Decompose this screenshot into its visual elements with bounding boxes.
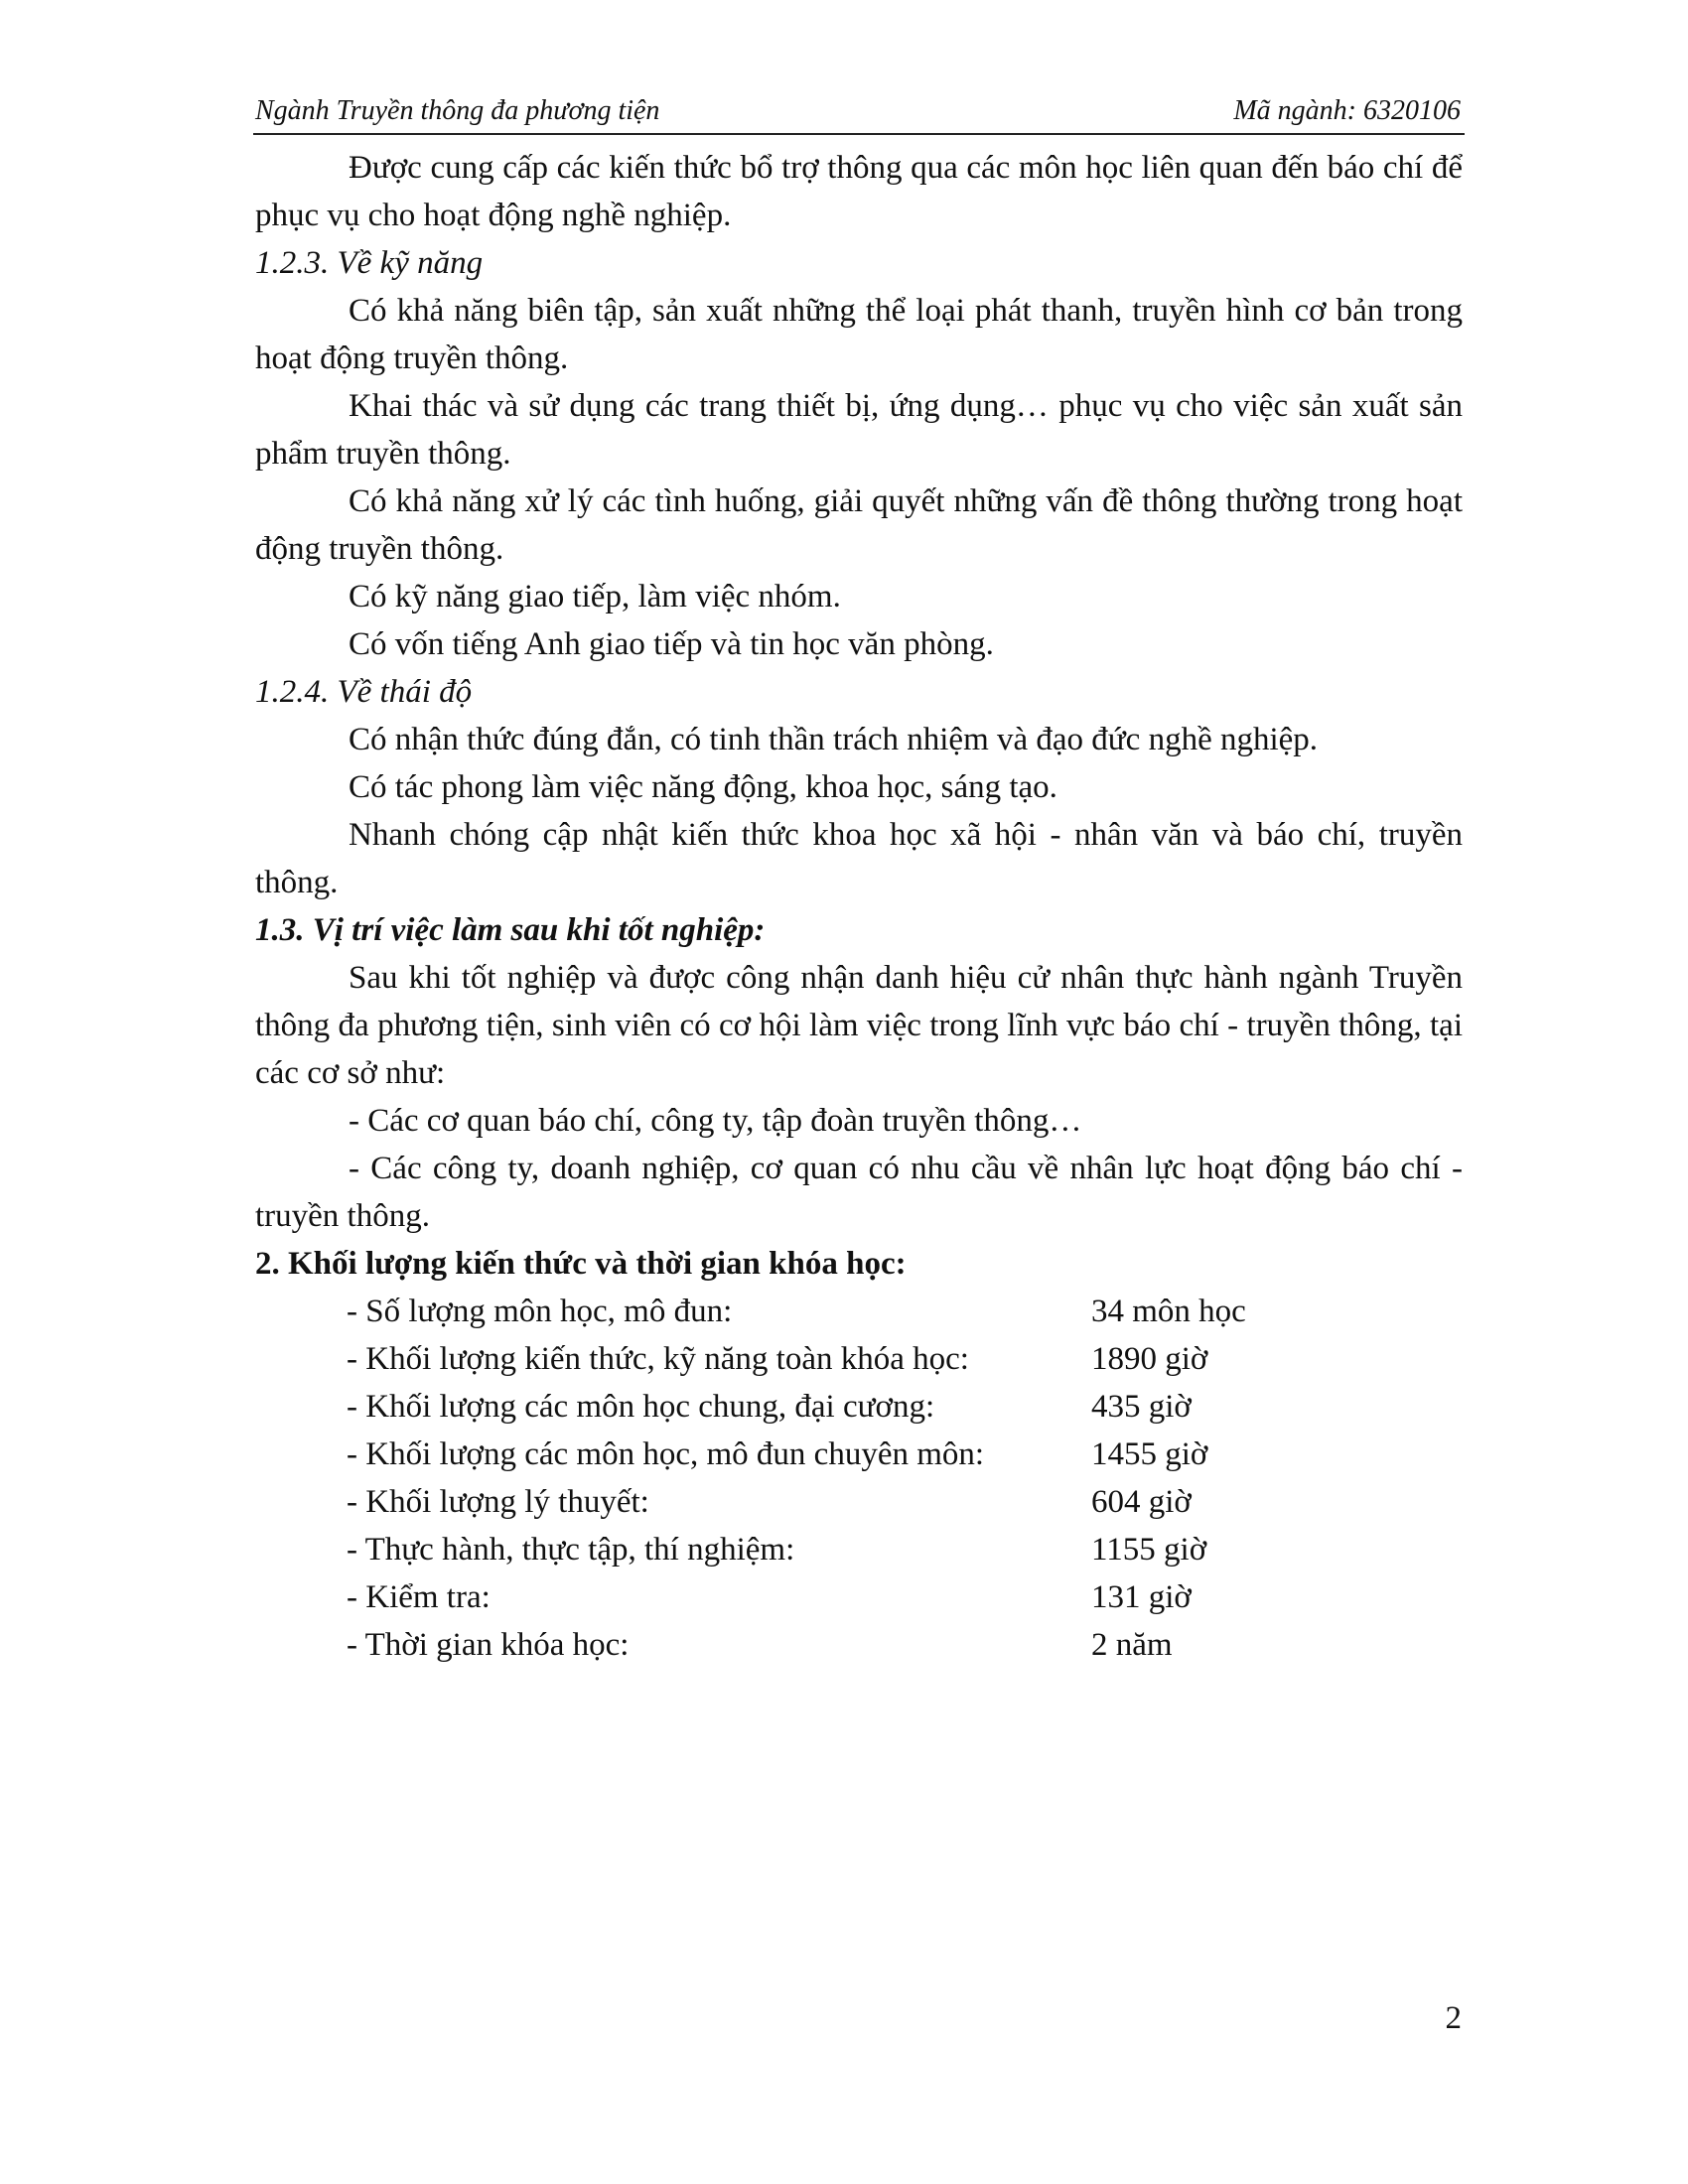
stat-value: 2 năm (1091, 1627, 1173, 1663)
attitude-item: Nhanh chóng cập nhật kiến thức khoa học xã hội - nhân văn và báo chí, truyền thông. (255, 817, 1463, 900)
skill-item: Khai thác và sử dụng các trang thiết bị, ứng dụng… phục vụ cho việc sản xuất sản phẩm truyền thông. (255, 388, 1463, 472)
list-item (255, 1526, 1463, 1573)
stat-label: - Khối lượng lý thuyết: (347, 1484, 649, 1520)
heading-skills: 1.2.3. Về kỹ năng (255, 245, 484, 281)
course-volume-list (255, 1288, 1463, 1669)
list-item (255, 1383, 1463, 1431)
heading-job-positions: 1.3. Vị trí việc làm sau khi tốt nghiệp: (255, 912, 766, 948)
page-number: 2 (1445, 2000, 1462, 2036)
stat-value: 1455 giờ (1091, 1436, 1208, 1472)
stat-label: - Thời gian khóa học: (347, 1627, 630, 1663)
stat-label: - Khối lượng các môn học, mô đun chuyên môn: (347, 1436, 985, 1472)
job-item: - Các cơ quan báo chí, công ty, tập đoàn truyền thông… (349, 1103, 1082, 1139)
stat-value: 435 giờ (1091, 1389, 1192, 1425)
skill-item: Có khả năng xử lý các tình huống, giải quyết những vấn đề thông thường trong hoạt động truyền thông. (255, 483, 1463, 567)
list-item (255, 1573, 1463, 1621)
stat-value: 34 môn học (1091, 1294, 1246, 1329)
stat-label: - Thực hành, thực tập, thí nghiệm: (347, 1532, 795, 1568)
heading-attitude: 1.2.4. Về thái độ (255, 674, 473, 710)
stat-value: 131 giờ (1091, 1579, 1192, 1615)
skill-item: Có khả năng biên tập, sản xuất những thể loại phát thanh, truyền hình cơ bản trong hoạt động truyền thông. (255, 293, 1463, 376)
list-item (255, 1431, 1463, 1478)
skill-item: Có vốn tiếng Anh giao tiếp và tin học văn phòng. (349, 626, 994, 662)
list-item (255, 1335, 1463, 1383)
list-item (255, 1288, 1463, 1335)
stat-label: - Khối lượng kiến thức, kỹ năng toàn khóa học: (347, 1341, 969, 1377)
stat-value: 1155 giờ (1091, 1532, 1207, 1568)
stat-label: - Số lượng môn học, mô đun: (347, 1294, 733, 1329)
stat-label: - Kiểm tra: (347, 1579, 491, 1615)
stat-value: 604 giờ (1091, 1484, 1192, 1520)
list-item (255, 1621, 1463, 1669)
stat-value: 1890 giờ (1091, 1341, 1208, 1377)
paragraph-jobs-intro: Sau khi tốt nghiệp và được công nhận danh hiệu cử nhân thực hành ngành Truyền thông đa phương tiện, sinh viên có cơ hội làm việc trong lĩnh vực báo chí - truyền thông, tại các cơ sở như: (255, 960, 1463, 1091)
list-item (255, 1478, 1463, 1526)
skill-item: Có kỹ năng giao tiếp, làm việc nhóm. (349, 579, 841, 614)
attitude-item: Có nhận thức đúng đắn, có tinh thần trách nhiệm và đạo đức nghề nghiệp. (349, 722, 1319, 757)
paragraph-supplementary-knowledge: Được cung cấp các kiến thức bổ trợ thông qua các môn học liên quan đến báo chí để phục vụ cho hoạt động nghề nghiệp. (255, 150, 1463, 233)
page-body (255, 144, 1463, 1669)
header-program-name: Ngành Truyền thông đa phương tiện (255, 95, 660, 126)
page-header (253, 93, 1465, 135)
job-item: - Các công ty, doanh nghiệp, cơ quan có nhu cầu về nhân lực hoạt động báo chí - truyền thông. (255, 1151, 1463, 1234)
header-program-code: Mã ngành: 6320106 (1233, 95, 1461, 126)
attitude-item: Có tác phong làm việc năng động, khoa học, sáng tạo. (349, 769, 1057, 805)
heading-course-volume: 2. Khối lượng kiến thức và thời gian khóa học: (255, 1246, 907, 1282)
stat-label: - Khối lượng các môn học chung, đại cương: (347, 1389, 935, 1425)
